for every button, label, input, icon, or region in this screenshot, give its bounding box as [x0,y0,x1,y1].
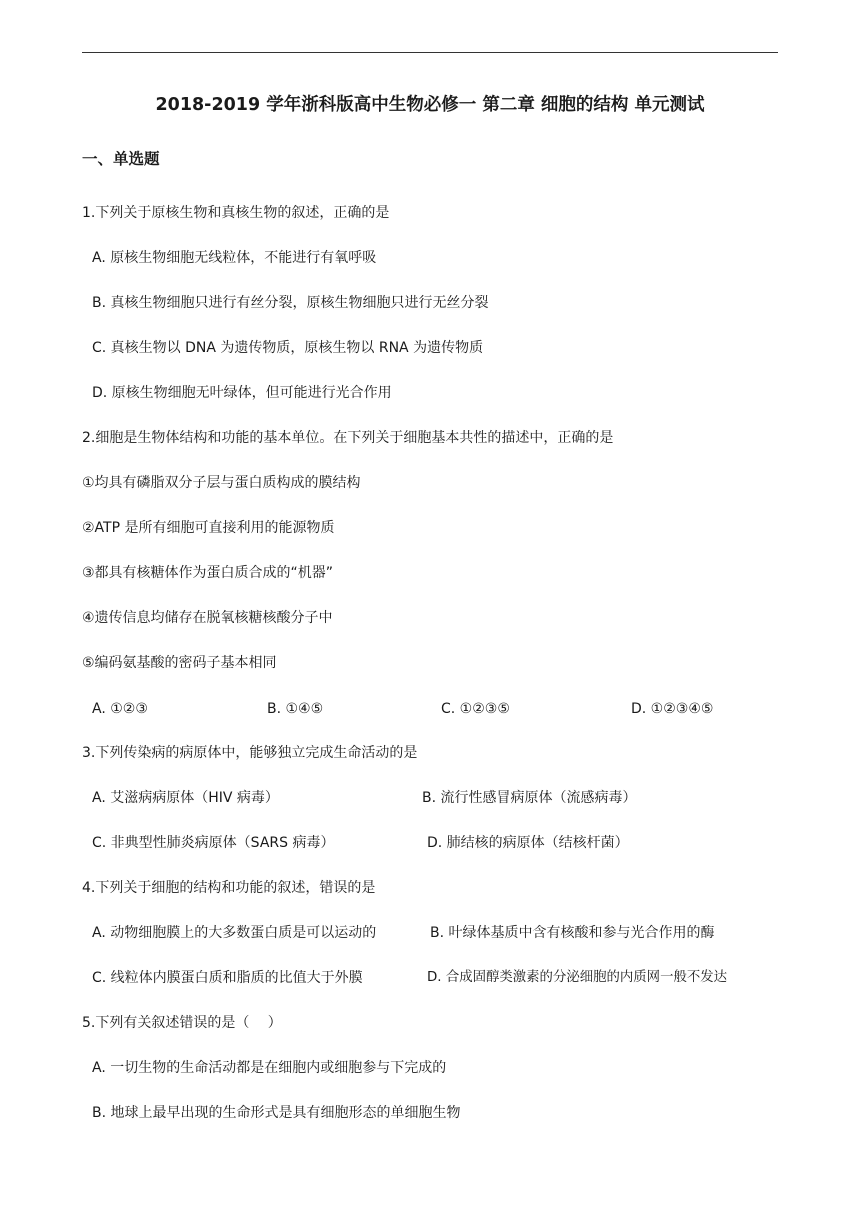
section-heading: 一、单选题 [82,150,160,168]
header-rule [82,52,778,53]
question-4-option-d: D. 合成固醇类激素的分泌细胞的内质网一般不发达 [427,970,728,985]
question-3-option-d: D. 肺结核的病原体（结核杆菌） [427,835,629,851]
document-title: 2018-2019 学年浙科版高中生物必修一 第二章 细胞的结构 单元测试 [155,95,705,115]
question-2-statement-4: ④遗传信息均储存在脱氧核糖核酸分子中 [82,610,333,626]
question-2-stem: 2.细胞是生物体结构和功能的基本单位。在下列关于细胞基本共性的描述中，正确的是 [82,430,614,446]
question-1-option-b: B. 真核生物细胞只进行有丝分裂，原核生物细胞只进行无丝分裂 [92,295,489,311]
question-5-stem: 5.下列有关叙述错误的是（ ） [82,1015,282,1031]
question-2-option-d: D. ①②③④⑤ [631,701,714,717]
question-1-option-d: D. 原核生物细胞无叶绿体，但可能进行光合作用 [92,385,392,401]
question-1-option-a: A. 原核生物细胞无线粒体，不能进行有氧呼吸 [92,250,377,266]
question-3-option-b: B. 流行性感冒病原体（流感病毒） [422,790,637,806]
question-4-option-a: A. 动物细胞膜上的大多数蛋白质是可以运动的 [92,925,377,941]
question-2-statement-3: ③都具有核糖体作为蛋白质合成的“机器” [82,565,334,581]
question-2-statement-5: ⑤编码氨基酸的密码子基本相同 [82,655,277,671]
question-3-stem: 3.下列传染病的病原体中，能够独立完成生命活动的是 [82,745,418,761]
question-2-statement-2: ②ATP 是所有细胞可直接利用的能源物质 [82,520,335,536]
question-3-option-c: C. 非典型性肺炎病原体（SARS 病毒） [92,835,335,851]
question-2-option-c: C. ①②③⑤ [441,701,510,717]
question-1-option-c: C. 真核生物以 DNA 为遗传物质，原核生物以 RNA 为遗传物质 [92,340,484,356]
question-4-option-b: B. 叶绿体基质中含有核酸和参与光合作用的酶 [430,925,715,941]
question-2-option-a: A. ①②③ [92,701,148,717]
question-2-statement-1: ①均具有磷脂双分子层与蛋白质构成的膜结构 [82,475,361,491]
question-3-option-a: A. 艾滋病病原体（HIV 病毒） [92,790,279,806]
question-4-stem: 4.下列关于细胞的结构和功能的叙述，错误的是 [82,880,376,896]
question-4-option-c: C. 线粒体内膜蛋白质和脂质的比值大于外膜 [92,970,363,986]
question-5-option-a: A. 一切生物的生命活动都是在细胞内或细胞参与下完成的 [92,1060,447,1076]
question-5-option-b: B. 地球上最早出现的生命形式是具有细胞形态的单细胞生物 [92,1105,461,1121]
question-1-stem: 1.下列关于原核生物和真核生物的叙述，正确的是 [82,205,390,221]
question-2-option-b: B. ①④⑤ [267,701,324,717]
